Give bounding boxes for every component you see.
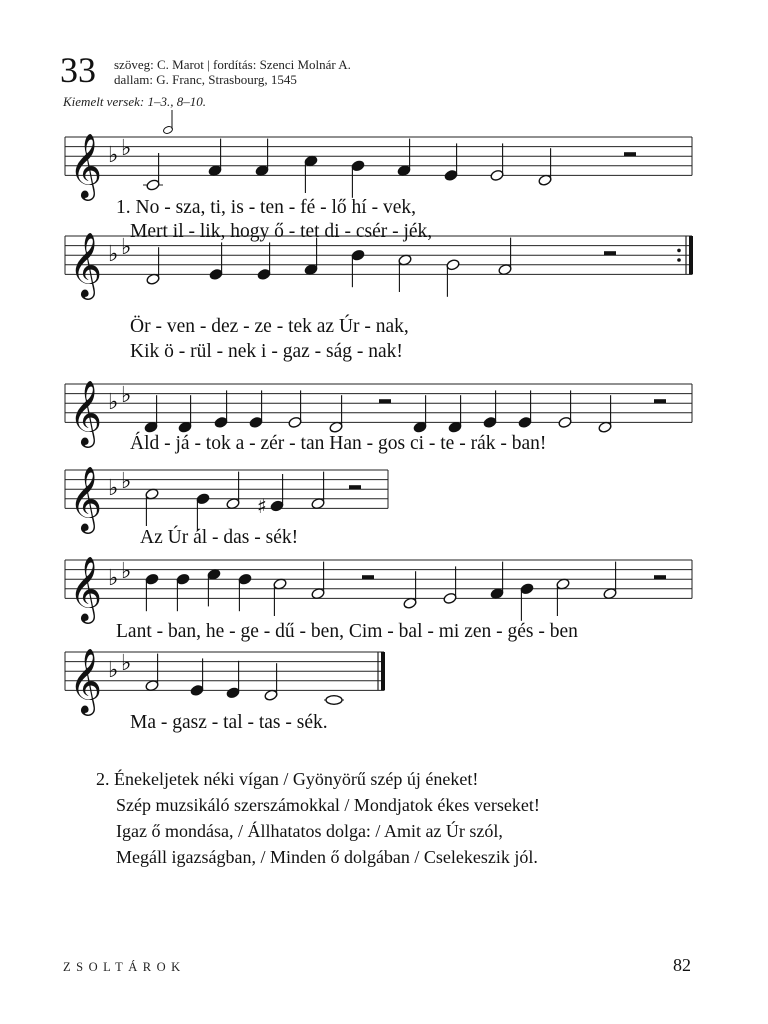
flat-icon: ♭ [108,242,119,268]
note-head [351,249,365,261]
note-head [196,493,210,505]
note-head [249,416,263,428]
note-head [288,416,302,428]
half-rest-icon [379,399,391,403]
half-rest-icon [654,575,666,579]
note-head [238,573,252,585]
treble-clef-icon: 𝄞 [69,648,103,714]
flat-icon: ♭ [121,136,132,161]
lyric-line: Mert il - lik, hogy ő - tet di - csér - jék, [130,221,433,242]
verse-line: Szép muzsikáló szerszámokkal / Mondjatok ékes verseket! [116,795,540,815]
credit-melody: dallam: G. Franc, Strasbourg, 1545 [114,72,297,87]
note-head [518,416,532,428]
credit-text: szöveg: C. Marot | fordítás: Szenci Molnár A. [114,57,351,72]
flat-icon: ♭ [108,143,119,169]
note-head [270,500,284,512]
treble-clef-icon: 𝄞 [69,466,103,532]
note-head [214,416,228,428]
half-rest-icon [349,485,361,489]
note-head [351,160,365,172]
note-head [226,687,240,699]
flat-icon: ♭ [121,559,132,584]
flat-icon: ♭ [121,383,132,408]
half-rest-icon [624,152,636,156]
half-rest-icon [362,575,374,579]
flat-icon: ♭ [108,566,119,592]
note-head [176,573,190,585]
flat-icon: ♭ [121,469,132,494]
note-head [326,696,342,705]
sharp-icon: ♯ [257,494,267,518]
note-head [209,268,223,280]
flat-icon: ♭ [108,390,119,416]
note-head [483,416,497,428]
footer-label: ZSOLTÁROK [63,960,186,974]
flat-icon: ♭ [108,476,119,502]
verse-line: 2. Énekeljetek néki vígan / Gyönyörű szép új éneket! [96,769,479,789]
note-head [257,268,271,280]
lyric-line: Ör - ven - dez - ze - tek az Úr - nak, [130,316,409,337]
note-head [443,592,457,604]
treble-clef-icon: 𝄞 [69,380,103,446]
flat-icon: ♭ [121,235,132,260]
repeat-dot [677,258,681,262]
note-head [444,169,458,181]
treble-clef-icon: 𝄞 [69,556,103,622]
half-rest-icon [604,251,616,255]
note-head [146,179,160,191]
lyric-line: Ma - gasz - tal - tas - sék. [130,712,328,733]
lyric-line: Lant - ban, he - ge - dű - ben, Cim - bal - mi zen - gés - ben [116,621,578,642]
psalm-number: 33 [60,50,96,90]
note-head [558,416,572,428]
treble-clef-icon: 𝄞 [69,133,103,199]
note-head [145,573,159,585]
note-head [520,583,534,595]
verse-line: Megáll igazságban, / Minden ő dolgában / Cselekeszik jól. [116,847,538,867]
repeat-dot [677,249,681,253]
half-rest-icon [654,399,666,403]
lyric-line: Áld - já - tok a - zér - tan Han - gos ci - te - rák - ban! [130,433,547,454]
treble-clef-icon: 𝄞 [69,232,103,298]
highlighted-verses: Kiemelt versek: 1–3., 8–10. [63,94,206,109]
page-number: 82 [673,955,691,975]
verse-line: Igaz ő mondása, / Állhatatos dolga: / Amit az Úr szól, [116,821,503,841]
final-barline [381,652,385,690]
flat-icon: ♭ [121,651,132,676]
note-head [446,259,460,271]
lyric-line: 1. No - sza, ti, is - ten - fé - lő hí - vek, [116,197,417,218]
lyric-line: Kik ö - rül - nek i - gaz - ság - nak! [130,341,403,362]
verse-2 [96,766,540,870]
flat-icon: ♭ [108,658,119,684]
note-head [490,169,504,181]
lyric-line: Az Úr ál - das - sék! [140,527,299,548]
final-barline [689,236,693,274]
note-head [190,684,204,696]
